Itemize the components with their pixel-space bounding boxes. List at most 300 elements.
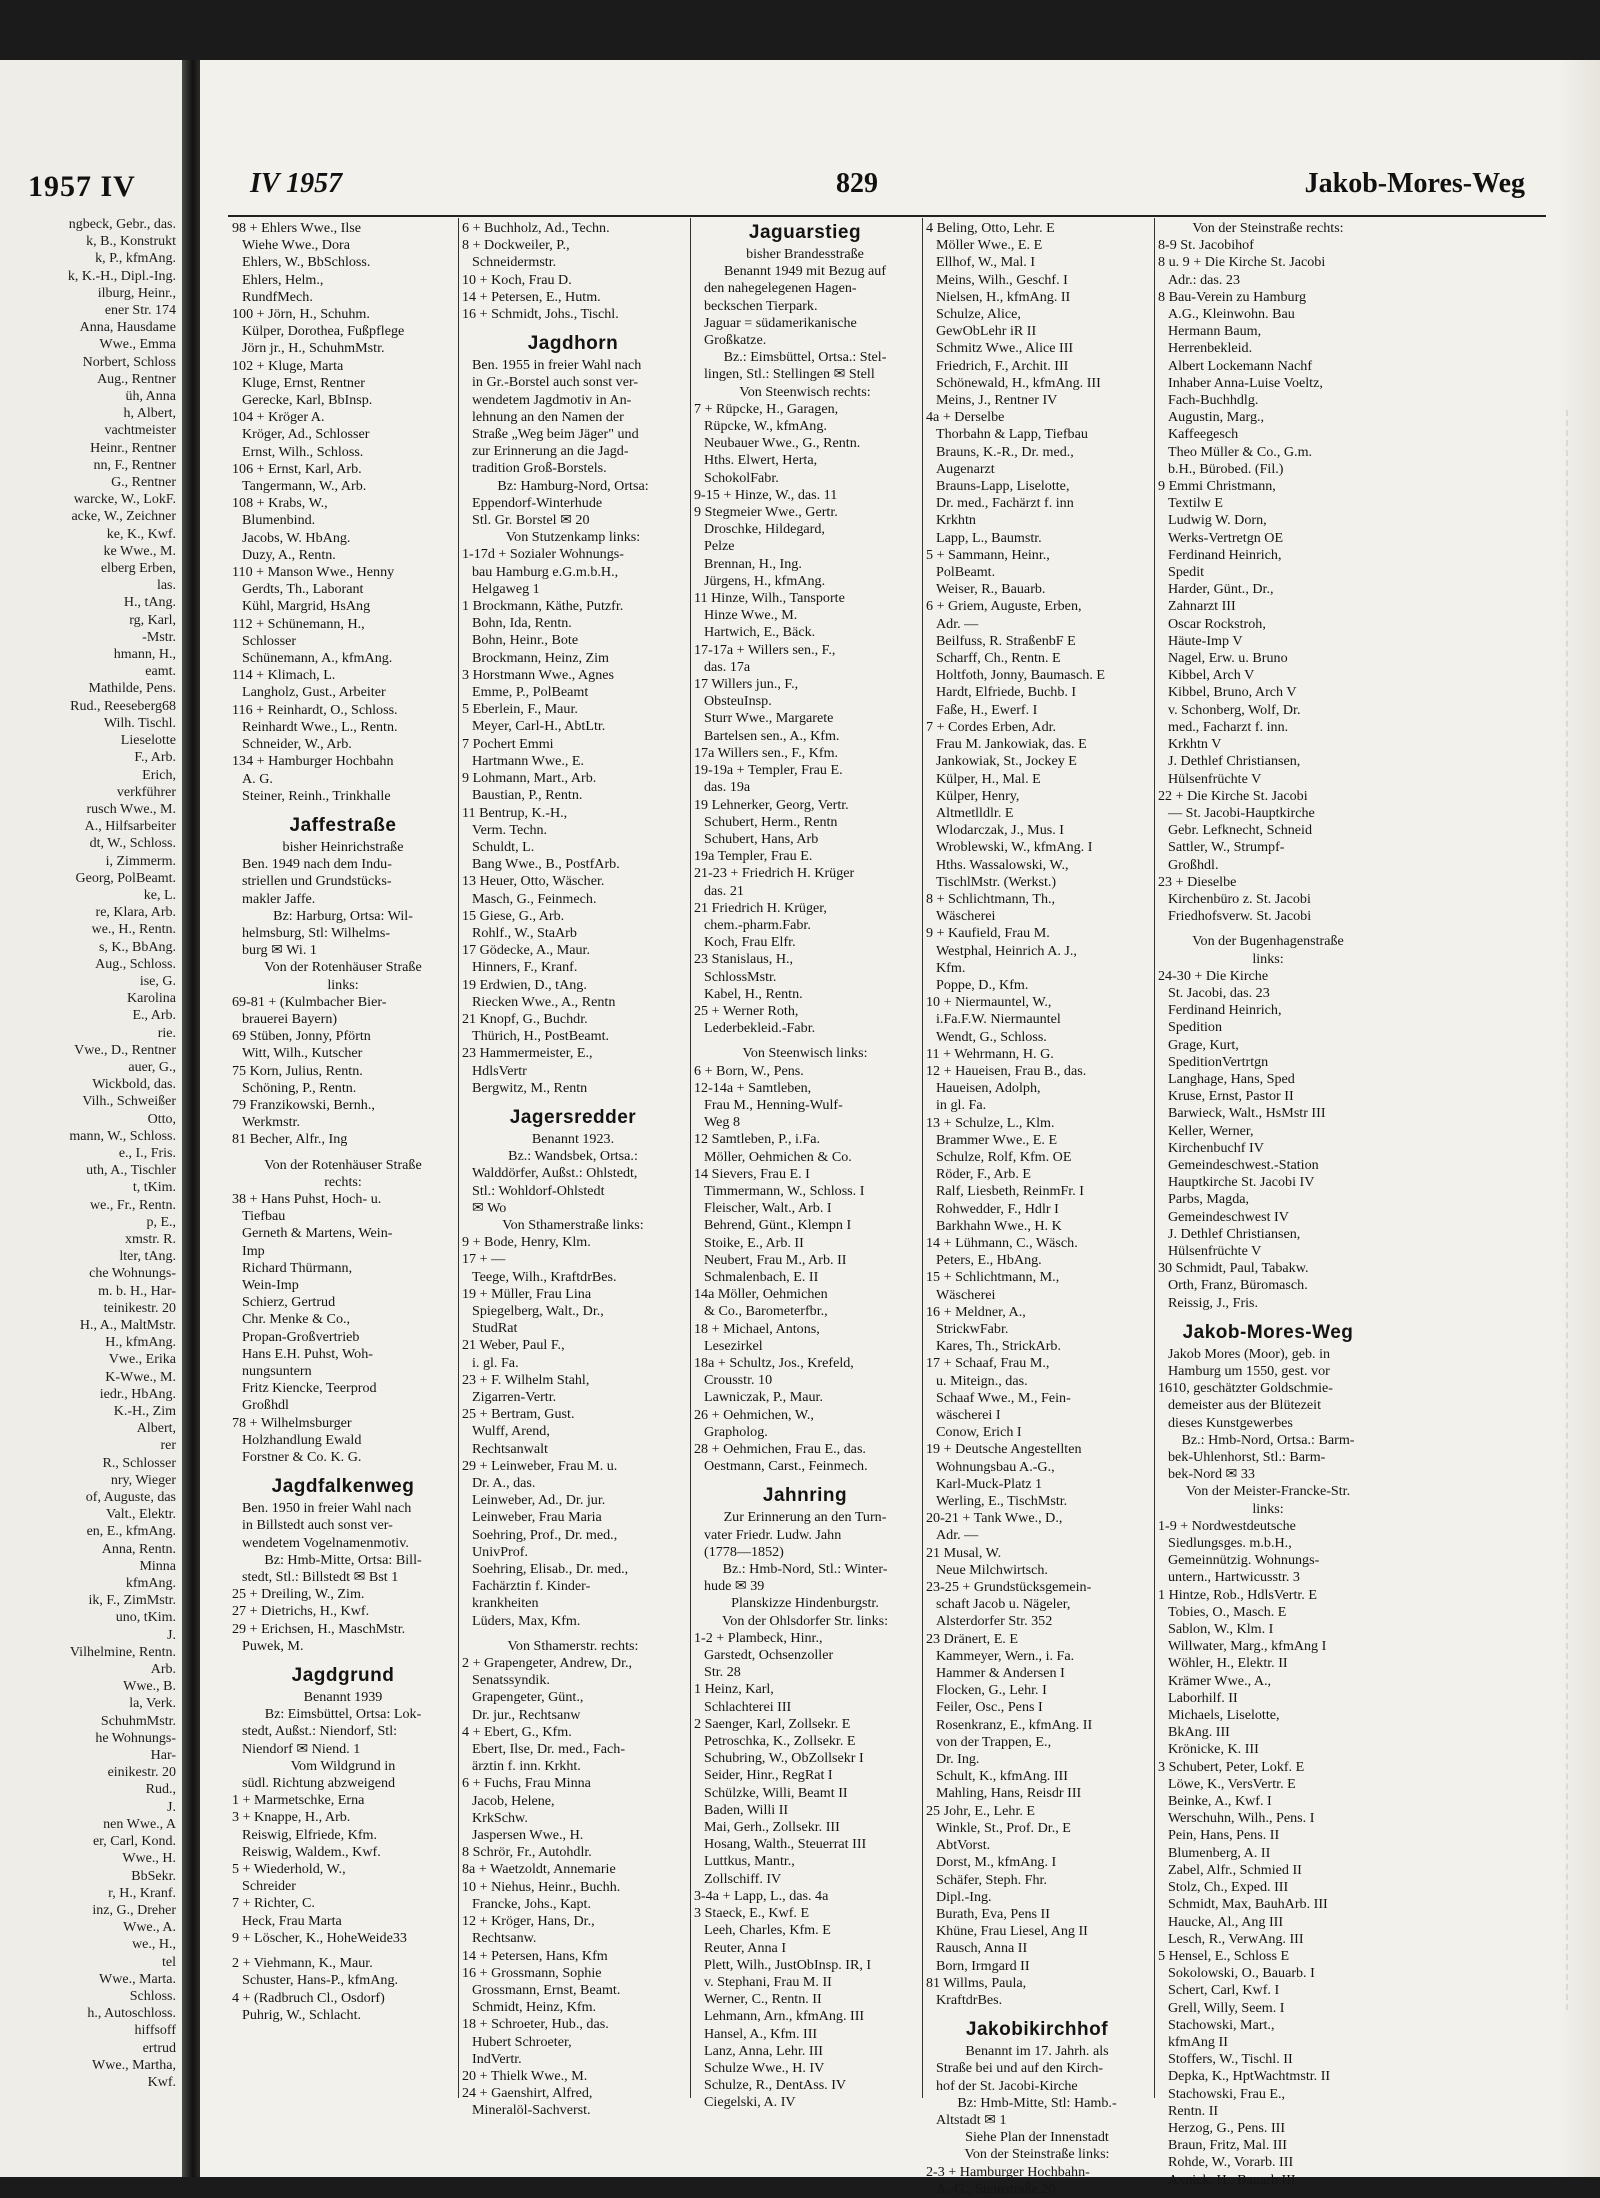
left-page-line: Wwe., Emma [99,337,176,353]
resident-entry: b.H., Bürobed. (Fil.) [1168,460,1284,477]
house-entry: 112 + Schünemann, H., [232,615,365,632]
edge-stamp [1566,410,1586,2010]
house-entry: 5 + Sammann, Heinr., [926,546,1050,563]
resident-entry: Teege, Wilh., KraftdrBes. [472,1268,617,1285]
left-page-line: R., Schlosser [102,1455,176,1471]
house-entry: 23-25 + Grundstücksgemein- [926,1579,1092,1596]
resident-entry: StrickwFabr. [936,1321,1009,1337]
left-page-line: Erich, [142,767,176,783]
resident-entry: Gerneth & Martens, Wein- [242,1225,393,1242]
resident-entry: Röder, F., Arb. E [936,1166,1032,1183]
resident-entry: Westphal, Heinrich A. J., [936,942,1077,959]
resident-entry: Krkhtn [936,512,976,529]
left-page-line: F., Arb. [134,750,176,766]
spacer [462,1097,684,1105]
resident-entry: Schubring, W., ObZollsekr I [704,1750,864,1767]
resident-entry: Orth, Franz, Büromasch. [1168,1277,1308,1294]
resident-entry: 9 Emmi Christmann, [1158,478,1276,495]
resident-entry: Krämer Wwe., A., [1168,1672,1272,1689]
resident-entry: Schülzke, Willi, Beamt II [704,1784,848,1801]
left-page-line: re, Klara, Arb. [95,905,176,921]
resident-entry: Fach-Buchhdlg. [1168,392,1259,409]
left-page-line: G., Rentner [111,475,176,491]
resident-entry: Kares, Th., StrickArb. [936,1338,1061,1355]
left-page-line: J. [167,1799,176,1815]
left-page-line: h., Autoschloss. [87,2006,176,2022]
resident-entry: 25 Johr, E., Lehr. E [926,1802,1036,1819]
left-page-line: ke Wwe., M. [103,543,176,559]
resident-entry: Schneidermstr. [472,254,557,271]
resident-entry: in Billstedt auch sonst ver- [242,1517,393,1534]
resident-entry: Thürich, H., PostBeamt. [472,1028,610,1045]
resident-entry: Spedit [1168,564,1205,581]
spacer [694,1037,916,1045]
resident-entry: Heck, Frau Marta [242,1912,342,1929]
resident-entry: Ebert, Ilse, Dr. med., Fach- [472,1741,626,1758]
resident-entry: Pein, Hans, Pens. II [1168,1827,1280,1844]
resident-entry: Riecken Wwe., A., Rentn [472,993,616,1010]
left-page-line: auer, G., [128,1059,176,1075]
resident-entry: Weg 8 [704,1114,741,1131]
resident-entry: Hansel, A., Kfm. III [704,2025,818,2042]
resident-entry: Schuldt, L. [472,838,535,855]
left-page-line: we., Fr., Rentn. [90,1197,176,1213]
resident-entry: AbtVorst. [936,1837,991,1854]
resident-entry: Tiefbau [242,1208,286,1225]
left-page-line: Norbert, Schloss [82,354,176,370]
resident-entry: Str. 28 [704,1664,741,1681]
left-page-line: vachtmeister [104,423,176,439]
resident-entry: Ralf, Liesbeth, ReinmFr. I [936,1183,1084,1200]
resident-entry: Rohlf., W., StaArb [472,924,577,941]
resident-entry: Thorbahn & Lapp, Tiefbau [936,426,1088,443]
left-page-line: Anna, Hausdame [79,320,176,336]
resident-entry: Emme, P., PolBeamt [472,684,589,701]
resident-entry: Rüpcke, W., kfmAng. [704,418,827,435]
resident-entry: 9 Lohmann, Mart., Arb. [462,770,597,787]
resident-entry: Gebr. Lefknecht, Schneid [1168,822,1313,839]
resident-entry: Dipl.-Ing. [936,1888,992,1905]
resident-entry: Braun, Fritz, Mal. III [1168,2137,1287,2154]
left-page-line: Vilh., Schweißer [82,1094,176,1110]
house-entry: 27 + Dietrichs, H., Kwf. [232,1603,370,1620]
left-page-line: k, B., Konstrukt [86,234,176,250]
resident-entry: Meins, J., Rentner IV [936,392,1058,409]
resident-entry: 3 Horstmann Wwe., Agnes [462,666,615,683]
left-page-line: Kwf. [147,2074,176,2090]
resident-entry: Wroblewski, W., kfmAng. I [936,839,1093,856]
street-heading: Jaguarstieg [748,222,862,243]
resident-entry: Langholz, Gust., Arbeiter [242,684,386,701]
resident-entry: Rechtsanwalt [472,1440,548,1457]
resident-entry: 21 Friedrich H. Krüger, [694,899,827,916]
resident-entry: BkAng. III [1168,1724,1230,1741]
house-entry: 6 + Born, W., Pens. [694,1062,804,1079]
left-page-line: we., H., Rentn. [91,922,176,938]
resident-entry: Kibbel, Arch V [1168,667,1255,684]
resident-entry: Schmidt, Max, BauhArb. III [1168,1896,1328,1913]
resident-entry: Forstner & Co. K. G. [242,1449,362,1466]
spacer [232,805,454,813]
resident-entry: 14 Sievers, Frau E. I [694,1165,810,1182]
resident-entry: Sokolowski, O., Bauarb. I [1168,1965,1315,1982]
left-page-line: inz, G., Dreher [92,1902,176,1918]
resident-entry: Reiswig, Waldem., Kwf. [242,1843,381,1860]
resident-entry: Rohde, W., Vorarb. III [1168,2154,1294,2171]
street-note: Bz.: Hmb-Nord, Stl.: Winter- [722,1561,888,1578]
resident-entry: untern., Hartwicusstr. 3 [1168,1569,1300,1586]
resident-entry: v. Schonberg, Wolf, Dr. [1168,701,1301,718]
house-entry: 110 + Manson Wwe., Henny [232,564,395,581]
resident-entry: Wendt, G., Schloss. [936,1028,1047,1045]
resident-entry: Ellhof, W., Mal. I [936,254,1036,271]
resident-entry: (1778—1852) [704,1543,784,1560]
resident-entry: Wöhler, H., Elektr. II [1168,1655,1288,1672]
resident-entry: Neubert, Frau M., Arb. II [704,1251,847,1268]
street-note: Von Stutzenkamp links: [505,529,641,546]
resident-entry: Friedhofsverw. St. Jacobi [1168,908,1312,925]
resident-entry: Jürgens, H., kfmAng. [704,572,826,589]
resident-entry: Beilfuss, R. StraßenbF E [936,632,1076,649]
resident-entry: Lederbekleid.-Fabr. [704,1020,816,1037]
resident-entry: Rausch, Anna II [936,1940,1028,1957]
resident-entry: Axnick, H., Bauarb III [1168,2171,1296,2188]
house-entry: 9 + Kaufield, Frau M. [926,925,1050,942]
resident-entry: Ehlers, Helm., [242,271,324,288]
resident-entry: Großhdl [242,1397,289,1414]
house-entry: 8 + Dockweiler, P., [462,237,570,254]
house-entry: 104 + Kröger A. [232,409,325,426]
left-page-line: of, Auguste, das [85,1490,176,1506]
resident-entry: Jakob Mores (Moor), geb. in [1168,1345,1331,1362]
resident-entry: Stl.: Wohldorf-Ohlstedt [472,1182,605,1199]
resident-entry: Rechtsanw. [472,1930,537,1947]
house-entry: 19-19a + Templer, Frau E. [694,762,843,779]
left-page-line: acke, W., Zeichner [71,509,176,525]
resident-entry: Barwieck, Walt., HsMstr III [1168,1105,1326,1122]
resident-entry: Crousstr. 10 [704,1372,773,1389]
resident-entry: Sturr Wwe., Margarete [704,710,834,727]
resident-entry: Schlachterei III [704,1698,792,1715]
resident-entry: Scharff, Ch., Rentn. E [936,650,1061,667]
street-note: bisher Brandesstraße [746,246,864,262]
resident-entry: Schulze, Alice, [936,306,1021,323]
resident-entry: 8 Bau-Verein zu Hamburg [1158,288,1307,305]
left-page-line: E., Arb. [132,1008,176,1024]
left-page-line: elberg Erben, [100,561,176,577]
resident-entry: Augustin, Marg., [1168,409,1265,426]
resident-entry: Wohnungsbau A.-G., [936,1458,1055,1475]
resident-entry: Schlosser [242,632,297,649]
resident-entry: SpeditionVertrtgn [1168,1053,1269,1070]
house-entry: 1-9 + Nordwestdeutsche [1158,1517,1296,1534]
street-note: Von Steenwisch rechts: [739,383,871,400]
left-page-line: A., Hilfsarbeiter [84,819,176,835]
spacer [694,1475,916,1483]
resident-entry: Seider, Hinr., RegRat I [704,1767,833,1784]
page-number: 829 [836,168,878,199]
left-page-line: iedr., HbAng. [99,1386,176,1402]
resident-entry: Ferdinand Heinrich, [1168,1002,1282,1019]
resident-entry: Karl-Muck-Platz 1 [936,1475,1043,1492]
resident-entry: Schubert, Herm., Rentn [704,813,838,830]
resident-entry: Haucke, Al., Ang III [1168,1913,1284,1930]
resident-entry: ObsteuInsp. [704,693,772,710]
house-entry: 116 + Reinhardt, O., Schloss. [232,701,398,718]
house-entry: 23 + F. Wilhelm Stahl, [462,1371,590,1388]
resident-entry: demeister aus der Blütezeit [1168,1397,1322,1414]
resident-entry: in gl. Fa. [936,1097,987,1114]
resident-entry: Luttkus, Mantr., [704,1853,795,1870]
left-page-line: er, Carl, Kond. [92,1834,176,1850]
street-note: Bz.: Wandsbek, Ortsa.: [508,1148,638,1165]
resident-entry: Sattler, W., Strumpf- [1168,839,1285,856]
house-entry: 1-2 + Plambeck, Hinr., [694,1629,823,1646]
left-page-line: e., I., Fris. [118,1145,176,1161]
left-page-line: Vwe., Erika [108,1352,176,1368]
resident-entry: Hinners, F., Kranf. [472,959,578,976]
resident-entry: KrkSchw. [472,1809,528,1826]
street-note: Von der Meister-Francke-Str. [1185,1483,1351,1500]
column-divider [690,218,691,2098]
resident-entry: Blumenbind. [242,512,316,529]
resident-entry: Soehring, Elisab., Dr. med., [472,1561,629,1578]
resident-entry: 5 Eberlein, F., Maur. [462,701,578,718]
resident-entry: Kühl, Margrid, HsAng [242,598,371,615]
resident-entry: Sablon, W., Klm. I [1168,1621,1274,1638]
left-page-line: las. [156,578,176,594]
resident-entry: Ehlers, W., BbSchloss. [242,254,371,271]
left-page-fragment [0,60,182,2177]
resident-entry: Kabel, H., Rentn. [704,985,803,1002]
resident-entry: 69 Stüben, Jonny, Pförtn [232,1028,371,1045]
resident-entry: Schuster, Hans-P., kfmAng. [242,1972,399,1989]
resident-entry: das. 21 [704,882,744,899]
resident-entry: A.-G., Steinstraße 20 [936,2180,1056,2197]
left-page-line: Wwe., B. [123,1679,176,1695]
resident-entry: Plett, Wilh., JustObInsp. IR, I [704,1956,872,1973]
house-entry: 29 + Erichsen, H., MaschMstr. [232,1620,406,1637]
left-page-line: Wwe., A. [123,1920,176,1936]
resident-entry: Kirchenbüro z. St. Jacobi [1168,890,1311,907]
resident-entry: beckschen Tierpark. [704,297,818,314]
left-page-line: Wickbold, das. [92,1077,176,1093]
resident-entry: Hammer & Andersen I [936,1665,1065,1682]
resident-entry: Meins, Wilh., Geschf. I [936,271,1068,288]
street-heading: Jakob-Mores-Weg [1182,1321,1354,1343]
left-page-line: xmstr. R. [125,1231,176,1247]
resident-entry: Mahling, Hans, Reisdr III [936,1785,1082,1802]
resident-entry: Holzhandlung Ewald [242,1431,362,1448]
left-page-line: Mathilde, Pens. [88,681,176,697]
resident-entry: Jörn jr., H., SchuhmMstr. [242,340,385,357]
header-volume-year: IV 1957 [250,168,343,199]
resident-entry: Adr.: das. 23 [1168,271,1241,288]
resident-entry: Gemeindeschwest IV [1168,1208,1289,1225]
resident-entry: HdlsVertr [472,1062,527,1079]
resident-entry: 3 Schubert, Peter, Lokf. E [1158,1758,1305,1775]
resident-entry: Kammeyer, Wern., i. Fa. [936,1647,1075,1664]
house-entry: 16 + Schmidt, Johs., Tischl. [462,306,619,323]
resident-entry: Oscar Rockstroh, [1168,615,1266,632]
header-rule [228,215,1546,217]
resident-entry: Dr. Ing. [936,1751,980,1768]
left-page-line: verkführer [116,784,176,800]
spacer [232,1149,454,1157]
resident-entry: Fachärztin f. Kinder- [472,1578,591,1595]
resident-entry: Imp [242,1242,265,1259]
resident-entry: helmsburg, Stl: Wilhelms- [242,924,391,941]
resident-entry: Schulze, Rolf, Kfm. OE [936,1148,1072,1165]
resident-entry: Nagel, Erw. u. Bruno [1168,650,1288,667]
resident-entry: hude ✉ 39 [704,1578,765,1595]
resident-entry: Senatssyndik. [472,1672,550,1689]
resident-entry: Gemeinnützig. Wohnungs- [1168,1552,1320,1569]
resident-entry: Ferdinand Heinrich, [1168,546,1282,563]
left-page-line: Wilh. Tischl. [103,715,176,731]
resident-entry: Keller, Werner, [1168,1122,1254,1139]
resident-entry: Fleischer, Walt., Arb. I [704,1200,832,1217]
house-entry: 29 + Leinweber, Frau M. u. [462,1457,618,1474]
resident-entry: stedt, Stl.: Billstedt ✉ Bst 1 [242,1569,399,1586]
left-page-line: Otto, [147,1111,176,1127]
resident-entry: krankheiten [472,1595,539,1612]
street-note: Benannt 1939 [303,1689,383,1706]
house-entry: 10 + Niermauntel, W., [926,994,1052,1011]
resident-entry: Hauptkirche St. Jacobi IV [1168,1174,1315,1191]
spacer [926,2009,1148,2017]
street-note: Zur Erinnerung an den Turn- [723,1509,887,1526]
resident-entry: Möller, Oehmichen & Co. [704,1148,852,1165]
house-entry: 98 + Ehlers Wwe., Ilse [232,220,362,236]
resident-entry: Bartelsen sen., A., Kfm. [704,727,840,744]
resident-entry: Ernst, Wilh., Schloss. [242,443,364,460]
resident-entry: Bergwitz, M., Rentn [472,1079,588,1096]
resident-entry: Altstadt ✉ 1 [936,2111,1007,2128]
house-entry: 10 + Niehus, Heinr., Buchh. [462,1878,621,1895]
street-note: Planskizze Hindenburgstr. [731,1595,879,1612]
house-entry: 25 + Werner Roth, [694,1002,799,1019]
house-entry: 17-17a + Willers sen., F., [694,641,836,658]
resident-entry: Jacobs, W. HbAng. [242,529,351,546]
resident-entry: den nahegelegenen Hagen- [704,280,857,297]
left-page-line: en, E., kfmAng. [86,1524,176,1540]
resident-entry: Koch, Frau Elfr. [704,934,796,951]
left-page-line: Karolina [127,991,176,1007]
house-entry: 2 + Grapengeter, Andrew, Dr., [462,1655,633,1672]
street-note: Von der Steinstraße links: [964,2146,1110,2163]
resident-entry: Droschke, Hildegard, [704,521,825,538]
resident-entry: Hartmann Wwe., E. [472,752,585,769]
resident-entry: Brennan, H., Ing. [704,555,802,572]
street-note: Von der Steinstraße rechts: [1192,220,1344,236]
left-page-lines [0,216,176,2091]
house-entry: 18 + Schroeter, Hub., das. [462,2016,609,2033]
resident-entry: Blumenberg, A. II [1168,1844,1271,1861]
resident-entry: Reuter, Anna I [704,1939,787,1956]
resident-entry: Grage, Kurt, [1168,1036,1239,1053]
resident-entry: Richard Thürmann, [242,1259,353,1276]
resident-entry: Zollschiff. IV [704,1870,782,1887]
left-page-line: ke, K., Kwf. [106,526,176,542]
resident-entry: Reiswig, Elfriede, Kfm. [242,1826,378,1843]
street-note: Von der Rotenhäuser Straße [264,1156,422,1173]
resident-entry: Nielsen, H., kfmAng. II [936,288,1071,305]
resident-entry: Schulze Wwe., H. IV [704,2059,825,2076]
resident-entry: PolBeamt. [936,564,996,581]
resident-entry: Schöning, P., Rentn. [242,1079,357,1096]
left-page-line: rer [160,1438,176,1454]
resident-entry: Krönicke, K. III [1168,1741,1259,1758]
resident-entry: Grapholog. [704,1423,768,1440]
left-page-line: J. [167,1627,176,1643]
resident-entry: Helgaweg 1 [472,580,540,597]
house-entry: 6 + Griem, Auguste, Erben, [926,598,1082,615]
house-entry: 24-30 + Die Kirche [1158,967,1269,984]
resident-entry: 5 Hensel, E., Schloss E [1158,1947,1290,1964]
header-street-range: Jakob-Mores-Weg [1304,168,1525,199]
resident-entry: Behrend, Günt., Klempn I [704,1217,852,1234]
house-entry: 106 + Ernst, Karl, Arb. [232,460,362,477]
house-entry: 100 + Jörn, H., Schuhm. [232,306,370,323]
street-note: Siehe Plan der Innenstadt [965,2129,1109,2146]
resident-entry: 19 Lehnerker, Georg, Vertr. [694,796,849,813]
resident-entry: Gerdts, Th., Laborant [242,581,364,598]
resident-entry: Albert Lockemann Nachf [1168,357,1313,374]
street-note: Von Steenwisch links: [742,1045,868,1062]
house-entry: 19 + Müller, Frau Lina [462,1285,592,1302]
resident-entry: Hosang, Walth., Steuerrat III [704,1836,867,1853]
house-entry: 12 + Kröger, Hans, Dr., [462,1913,595,1930]
street-note: Bz: Eimsbüttel, Ortsa: Lok- [264,1706,422,1723]
resident-entry: tradition Groß-Borstels. [472,460,607,477]
left-page-line: einikestr. 20 [107,1765,176,1781]
house-entry: 2-3 + Hamburger Hochbahn- [926,2163,1090,2180]
column-divider [922,218,923,2098]
street-note: Bz.: Eimsbüttel, Ortsa.: Stel- [723,349,887,366]
resident-entry: Meyer, Carl-H., AbtLtr. [472,718,606,735]
resident-entry: Schmitz Wwe., Alice III [936,340,1074,357]
left-page-line: Heinr., Rentner [90,440,176,456]
house-entry: 78 + Wilhelmsburger [232,1414,352,1431]
resident-entry: 7 Pochert Emmi [462,735,554,752]
spacer [462,323,684,331]
resident-entry: Lesezirkel [704,1337,763,1354]
resident-entry: chem.-pharm.Fabr. [704,916,811,933]
resident-entry: UnivProf. [472,1543,528,1560]
house-entry: 12-14a + Samtleben, [694,1079,812,1096]
resident-entry: Neue Milchwirtsch. [936,1561,1048,1578]
resident-entry: SchlossMstr. [704,968,777,985]
street-heading: Jahnring [762,1485,848,1507]
house-entry: 102 + Kluge, Marta [232,357,344,374]
resident-entry: Lüders, Max, Kfm. [472,1612,581,1629]
left-page-line: m. b. H., Har- [98,1283,176,1299]
house-entry: 1-17d + Sozialer Wohnungs- [462,546,624,563]
resident-entry: Lesch, R., VerwAng. III [1168,1930,1304,1947]
left-page-line: la, Verk. [129,1696,176,1712]
house-entry: 22 + Die Kirche St. Jacobi [1158,787,1308,804]
spacer [232,1466,454,1474]
resident-entry: Kluge, Ernst, Rentner [242,374,365,391]
resident-entry: Puhrig, W., Schlacht. [242,2006,362,2023]
left-page-line: ngbeck, Gebr., das. [68,217,176,232]
left-page-line: i, Zimmerm. [105,853,176,869]
resident-entry: Stachowski, Frau E., [1168,2085,1286,2102]
resident-entry: A.G., Kleinwohn. Bau [1168,306,1295,323]
resident-entry: 17a Willers sen., F., Kfm. [694,744,839,761]
resident-entry: Hardt, Elfriede, Buchb. I [936,684,1077,701]
